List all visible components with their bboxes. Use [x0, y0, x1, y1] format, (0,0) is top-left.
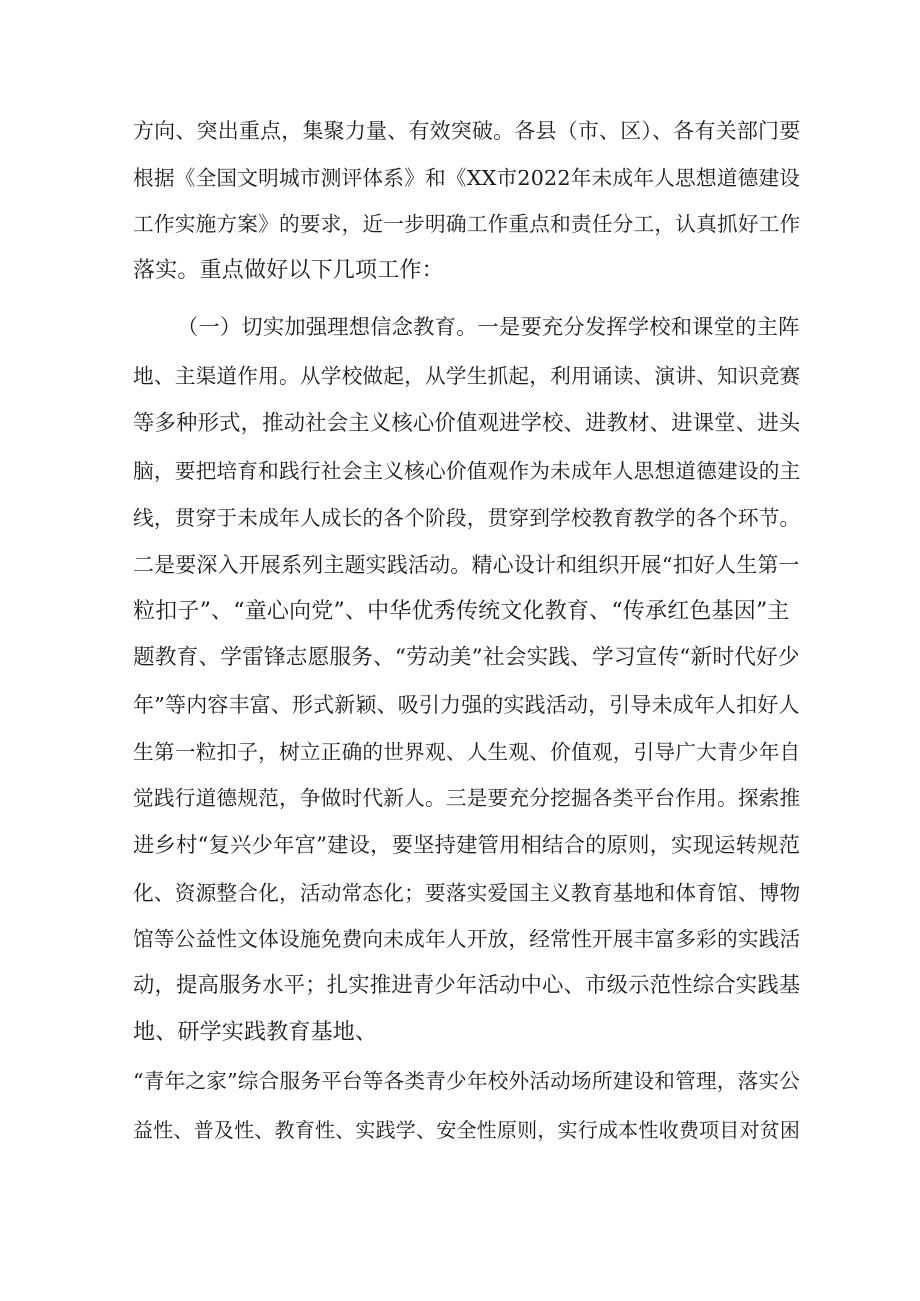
- text-line-21: “青年之家”综合服务平台等各类青少年校外活动场所建设和管理，落实公: [133, 1069, 801, 1093]
- text-line-2: 根据《全国文明城市测评体系》和《XX市2022年未成年人思想道德建设: [133, 166, 801, 190]
- text-line-10: 二是要深入开展系列主题实践活动。精心设计和组织开展“扣好人生第一: [133, 553, 800, 577]
- text-line-13: 年”等内容丰富、形式新颖、吸引力强的实践活动，引导未成年人扣好人: [133, 693, 800, 717]
- text-line-20: 地、研学实践教育基地、: [133, 1020, 378, 1045]
- text-line-9: 线，贯穿于未成年人成长的各个阶段，贯穿到学校教育教学的各个环节。: [133, 506, 801, 530]
- text-line-19: 动，提高服务水平；扎实推进青少年活动中心、市级示范性综合实践基: [133, 973, 801, 998]
- text-line-6: 地、主渠道作用。从学校做起，从学生抓起，利用诵读、演讲、知识竞赛: [133, 364, 801, 388]
- text-line-3: 工作实施方案》的要求，近一步明确工作重点和责任分工，认真抓好工作: [133, 212, 801, 236]
- text-line-7: 等多种形式，推动社会主义核心价值观进学校、进教材、进课堂、进头: [133, 411, 801, 436]
- text-line-16: 进乡村“复兴少年宫”建设，要坚持建管用相结合的原则，实现运转规范: [133, 833, 801, 858]
- text-line-8: 脑，要把培育和践行社会主义核心价值观作为未成年人思想道德建设的主: [133, 459, 801, 483]
- text-line-18: 馆等公益性文体设施免费向未成年人开放，经常性开展丰富多彩的实践活: [133, 927, 801, 951]
- text-line-1: 方向、突出重点，集聚力量、有效突破。各县（市、区）、各有关部门要: [133, 119, 801, 143]
- text-line-12: 题教育、学雷锋志愿服务、“劳动美”社会实践、学习宣传“新时代好少: [133, 645, 800, 670]
- text-line-14: 生第一粒扣子，树立正确的世界观、人生观、价值观，引导广大青少年自: [133, 740, 801, 764]
- text-line-4: 落实。重点做好以下几项工作：: [133, 258, 444, 283]
- text-line-15: 觉践行道德规范，争做时代新人。三是要充分挖掘各类平台作用。探索推: [133, 786, 801, 810]
- text-line-11: 粒扣子”、“童心向党”、中华优秀传统文化教育、“传承红色基因”主: [133, 599, 790, 624]
- text-line-22: 益性、普及性、教育性、实践学、安全性原则，实行成本性收费项目对贫困: [133, 1118, 801, 1142]
- text-line-5: （一）切实加强理想信念教育。一是要充分发挥学校和课堂的主阵: [177, 315, 800, 340]
- text-line-17: 化、资源整合化，活动常态化；要落实爱国主义教育基地和体育馆、博物: [133, 881, 801, 905]
